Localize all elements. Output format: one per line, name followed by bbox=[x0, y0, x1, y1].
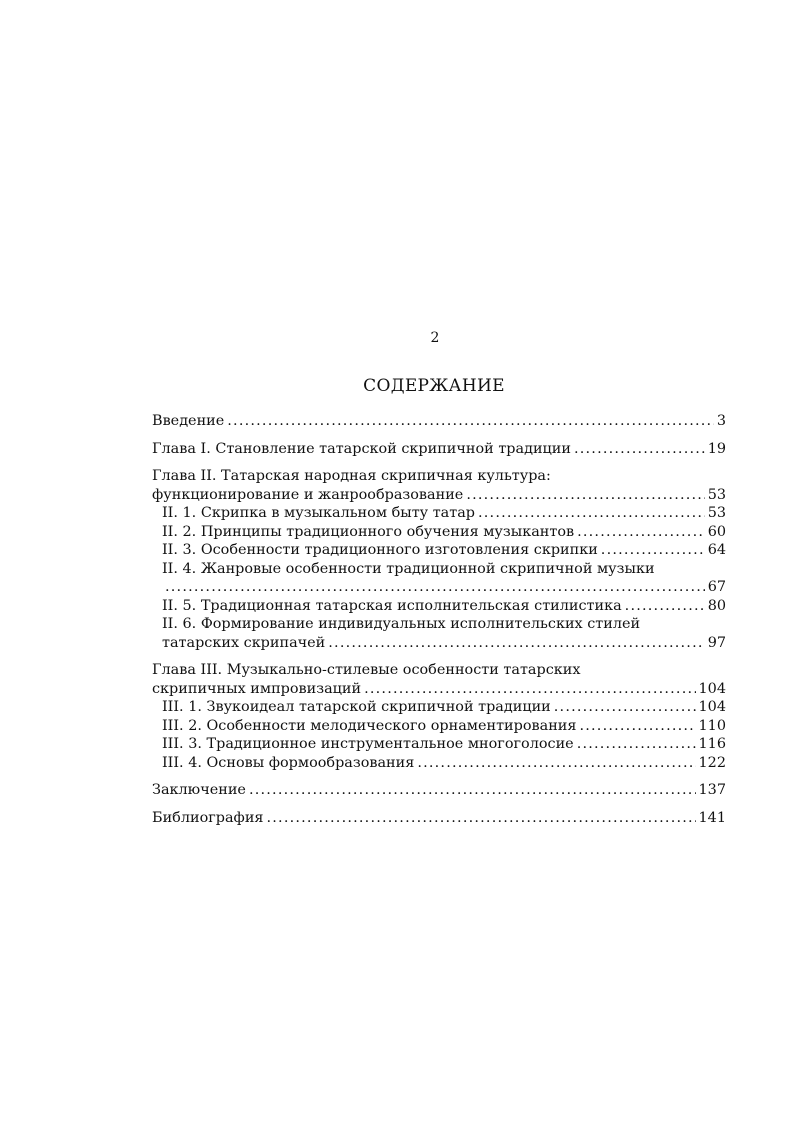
toc-entry-chapter-3-line1: Глава III. Музыкально-стилевые особенности татарских bbox=[152, 662, 581, 678]
toc-entry-page: 53 bbox=[707, 486, 726, 503]
toc-entry-page: 122 bbox=[698, 754, 726, 771]
dot-leader bbox=[328, 634, 704, 653]
toc-entry-page: 110 bbox=[698, 717, 726, 734]
page-number: 2 bbox=[430, 330, 440, 346]
toc-entry-section-2-6-line1: II. 6. Формирование индивидуальных исполнительских стилей bbox=[162, 616, 641, 632]
toc-entry-label: Заключение bbox=[152, 782, 246, 798]
toc-entry-label: II. 3. Особенности традиционного изготовления скрипки bbox=[162, 542, 598, 558]
toc-entry-page: 137 bbox=[698, 782, 726, 798]
toc-entry-section-2-3 bbox=[152, 541, 726, 560]
toc-entry-label: III. 3. Традиционное инструментальное многоголосие bbox=[162, 736, 574, 752]
toc-entry-chapter-2 bbox=[152, 486, 726, 505]
toc-entry-chapter-2-line1: Глава II. Татарская народная скрипичная культура: bbox=[152, 468, 551, 484]
toc-entry-section-2-5 bbox=[152, 597, 726, 616]
toc-entry-section-3-3 bbox=[152, 735, 726, 754]
dot-leader bbox=[601, 541, 705, 560]
toc-entry-page: 104 bbox=[698, 680, 726, 697]
toc-entry-label: Библиография bbox=[152, 809, 264, 826]
toc-entry-page: 97 bbox=[707, 634, 726, 651]
dot-leader bbox=[577, 523, 705, 542]
dot-leader bbox=[554, 698, 696, 717]
toc-entry-page: 19 bbox=[707, 440, 726, 457]
toc-entry-section-3-1 bbox=[152, 698, 726, 717]
toc-entry-label: II. 1. Скрипка в музыкальном быту татар bbox=[162, 505, 475, 521]
dot-leader bbox=[625, 597, 705, 616]
toc-entry-label: III. 4. Основы формообразования bbox=[162, 754, 415, 771]
dot-leader bbox=[249, 781, 696, 800]
toc-entry-page: 60 bbox=[707, 523, 726, 540]
toc-entry-chapter-3 bbox=[152, 680, 726, 699]
dot-leader bbox=[267, 809, 696, 828]
dot-leader bbox=[227, 412, 714, 431]
toc-entry-page: 80 bbox=[707, 597, 726, 614]
toc-entry-label: Глава I. Становление татарской скрипичной традиции bbox=[152, 440, 571, 457]
toc-entry-page: 64 bbox=[707, 542, 726, 558]
dot-leader bbox=[579, 717, 695, 736]
dot-leader bbox=[574, 440, 705, 459]
dot-leader bbox=[478, 504, 705, 523]
toc-entry-section-2-1 bbox=[152, 504, 726, 523]
toc-entry-label: III. 1. Звукоидеал татарской скрипичной традиции bbox=[162, 699, 551, 715]
toc-entry-section-2-4 bbox=[152, 578, 726, 597]
toc-title: СОДЕРЖАНИЕ bbox=[363, 376, 505, 396]
toc-entry-label: Введение bbox=[152, 413, 225, 429]
table-of-contents bbox=[152, 412, 726, 827]
toc-entry-label: II. 5. Традиционная татарская исполнительская стилистика bbox=[162, 597, 622, 614]
toc-entry-chapter-1 bbox=[152, 440, 726, 459]
toc-entry-label: скрипичных импровизаций bbox=[152, 680, 362, 697]
toc-entry-section-3-2 bbox=[152, 717, 726, 736]
toc-entry-bibliography bbox=[152, 809, 726, 828]
dot-leader bbox=[466, 486, 704, 505]
toc-entry-page: 67 bbox=[707, 579, 726, 595]
toc-entry-section-2-2 bbox=[152, 523, 726, 542]
toc-entry-page: 104 bbox=[698, 699, 726, 715]
dot-leader bbox=[165, 578, 705, 597]
toc-entry-section-2-4-line1: II. 4. Жанровые особенности традиционной скрипичной музыки bbox=[162, 560, 655, 577]
toc-entry-label: II. 2. Принципы традиционного обучения музыкантов bbox=[162, 523, 575, 540]
toc-entry-conclusion bbox=[152, 781, 726, 800]
toc-entry-intro bbox=[152, 412, 726, 431]
toc-entry-section-2-6 bbox=[152, 634, 726, 653]
toc-entry-label: функционирование и жанрообразование bbox=[152, 486, 464, 503]
dot-leader bbox=[364, 680, 695, 699]
toc-entry-page: 141 bbox=[698, 809, 726, 826]
toc-entry-label: татарских скрипачей bbox=[162, 634, 326, 651]
toc-entry-section-3-4 bbox=[152, 754, 726, 773]
dot-leader bbox=[577, 735, 696, 754]
toc-entry-page: 53 bbox=[707, 505, 726, 521]
dot-leader bbox=[417, 754, 695, 773]
toc-entry-page: 3 bbox=[716, 413, 726, 429]
toc-entry-label: III. 2. Особенности мелодического орнаментирования bbox=[162, 717, 577, 734]
toc-entry-page: 116 bbox=[698, 736, 726, 752]
